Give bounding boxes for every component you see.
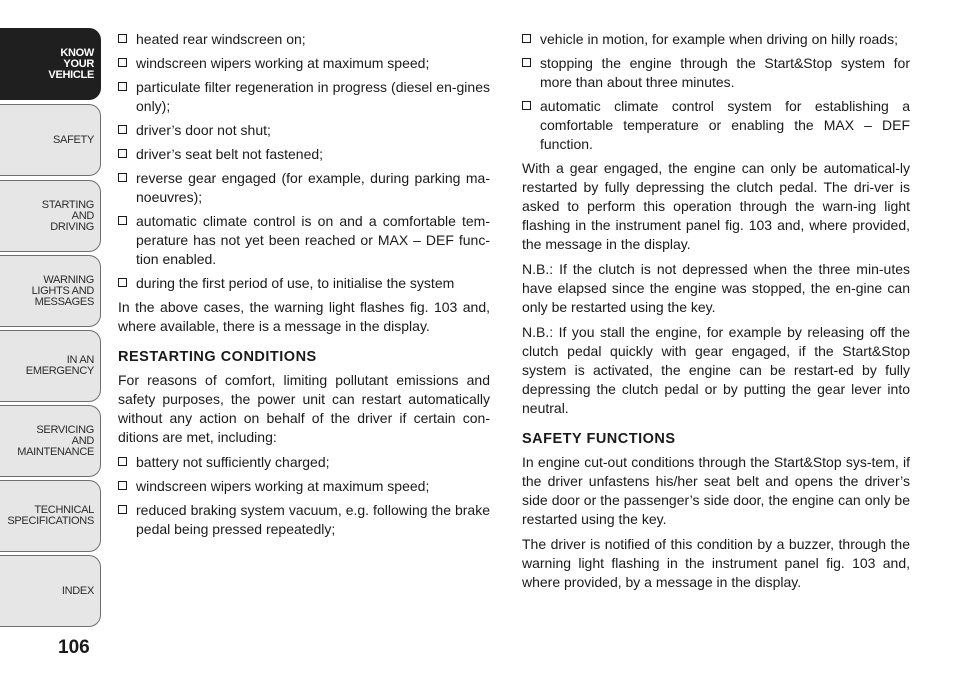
right-column xyxy=(522,30,910,598)
checkbox-bullet-icon xyxy=(118,125,127,134)
checkbox-bullet-icon xyxy=(118,34,127,43)
paragraph: In the above cases, the warning light flashes fig. 103 and, where available, there is a message in the display. xyxy=(118,299,490,334)
tab-technical-specifications[interactable] xyxy=(0,480,101,552)
tab-warning-lights-and-messages[interactable] xyxy=(0,255,101,327)
paragraph: For reasons of comfort, limiting pollutant emissions and safety purposes, the power unit can restart automatically without any action on behalf of the driver if certain con-ditions are met, including: xyxy=(118,372,490,445)
tab-safety[interactable] xyxy=(0,104,101,176)
checkbox-bullet-icon xyxy=(118,278,127,287)
tab-label: STARTING AND DRIVING xyxy=(41,198,94,233)
list-item-text: automatic climate control is on and a comfortable tem-perature has not yet been reached or MAX – DEF func-tion enabled. xyxy=(136,213,490,267)
tab-label: KNOW YOUR VEHICLE xyxy=(48,46,94,81)
tab-in-an-emergency[interactable] xyxy=(0,330,101,402)
paragraph: In engine cut-out conditions through the Start&Stop sys-tem, if the driver unfastens his/her seat belt and opens the driver’s side door or the passenger’s side door, the engine can only be restarted using the key. xyxy=(522,454,910,527)
list-item xyxy=(118,212,490,269)
checkbox-bullet-icon xyxy=(118,481,127,490)
checkbox-bullet-icon xyxy=(118,58,127,67)
list-item-text: driver’s door not shut; xyxy=(136,122,271,138)
conditions-list xyxy=(118,30,490,293)
checkbox-bullet-icon xyxy=(522,101,531,110)
list-item-text: reduced braking system vacuum, e.g. following the brake pedal being pressed repeatedly; xyxy=(136,502,490,537)
checkbox-bullet-icon xyxy=(118,82,127,91)
list-item xyxy=(118,477,490,496)
list-item xyxy=(118,145,490,164)
list-item-text: windscreen wipers working at maximum speed; xyxy=(136,55,430,71)
list-item-text: automatic climate control system for establishing a comfortable temperature or enabling the MAX – DEF function. xyxy=(540,98,910,152)
restart-conditions-list xyxy=(118,453,490,539)
list-item xyxy=(522,30,910,49)
note-paragraph: N.B.: If the clutch is not depressed when the three min-utes have elapsed since the engine was stopped, the en-gine can only be restarted using the key. xyxy=(522,261,910,315)
checkbox-bullet-icon xyxy=(522,34,531,43)
list-item-text: heated rear windscreen on; xyxy=(136,31,306,47)
list-item-text: windscreen wipers working at maximum speed; xyxy=(136,478,430,494)
list-item-text: reverse gear engaged (for example, during parking ma-noeuvres); xyxy=(136,170,490,205)
checkbox-bullet-icon xyxy=(118,505,127,514)
tab-label: SERVICING AND MAINTENANCE xyxy=(17,423,94,458)
list-item xyxy=(118,501,490,539)
list-item-text: vehicle in motion, for example when driving on hilly roads; xyxy=(540,31,898,47)
list-item xyxy=(118,30,490,49)
list-item-text: driver’s seat belt not fastened; xyxy=(136,146,324,162)
list-item xyxy=(522,97,910,154)
list-item-text: particulate filter regeneration in progress (diesel en-gines only); xyxy=(136,79,490,114)
left-column xyxy=(118,30,490,544)
list-item xyxy=(118,453,490,472)
paragraph: The driver is notified of this condition by a buzzer, through the warning light flashing in the instrument panel fig. 103 and, where provided, by a message in the display. xyxy=(522,536,910,590)
checkbox-bullet-icon xyxy=(118,457,127,466)
tab-servicing-and-maintenance[interactable] xyxy=(0,405,101,477)
list-item xyxy=(118,121,490,140)
section-heading: SAFETY FUNCTIONS xyxy=(522,431,676,447)
tab-label: IN AN EMERGENCY xyxy=(25,354,94,377)
list-item xyxy=(118,274,490,293)
list-item-text: stopping the engine through the Start&Stop system for more than about three minutes. xyxy=(540,55,910,90)
tab-know-your-vehicle[interactable] xyxy=(0,28,101,100)
tab-label: WARNING LIGHTS AND MESSAGES xyxy=(31,273,94,308)
list-item xyxy=(522,54,910,92)
section-heading: RESTARTING CONDITIONS xyxy=(118,349,317,365)
page-number: 106 xyxy=(58,637,90,658)
list-item xyxy=(118,78,490,116)
note-paragraph: N.B.: If you stall the engine, for example by releasing off the clutch pedal quickly with gear engaged, if the Start&Stop system is activated, the engine can be restart-ed by fully depressing the clutch pedal or by putting the gear lever into neutral. xyxy=(522,324,910,416)
list-item xyxy=(118,169,490,207)
tab-starting-and-driving[interactable] xyxy=(0,180,101,252)
restart-conditions-list-continued xyxy=(522,30,910,154)
checkbox-bullet-icon xyxy=(118,216,127,225)
list-item-text: battery not sufficiently charged; xyxy=(136,454,330,470)
tab-label: SAFETY xyxy=(53,133,94,146)
list-item-text: during the first period of use, to initialise the system xyxy=(136,275,455,291)
checkbox-bullet-icon xyxy=(522,58,531,67)
tab-label: INDEX xyxy=(61,584,94,597)
tab-label: TECHNICAL SPECIFICATIONS xyxy=(7,504,94,527)
checkbox-bullet-icon xyxy=(118,173,127,182)
list-item xyxy=(118,54,490,73)
tab-index[interactable] xyxy=(0,555,101,627)
paragraph: With a gear engaged, the engine can only be automatical-ly restarted by fully depressing the clutch pedal. The dri-ver is asked to perform this operation through the warn-ing light flashing in the instrument panel fig. 103 and, where provided, the message in the display. xyxy=(522,160,910,252)
checkbox-bullet-icon xyxy=(118,149,127,158)
